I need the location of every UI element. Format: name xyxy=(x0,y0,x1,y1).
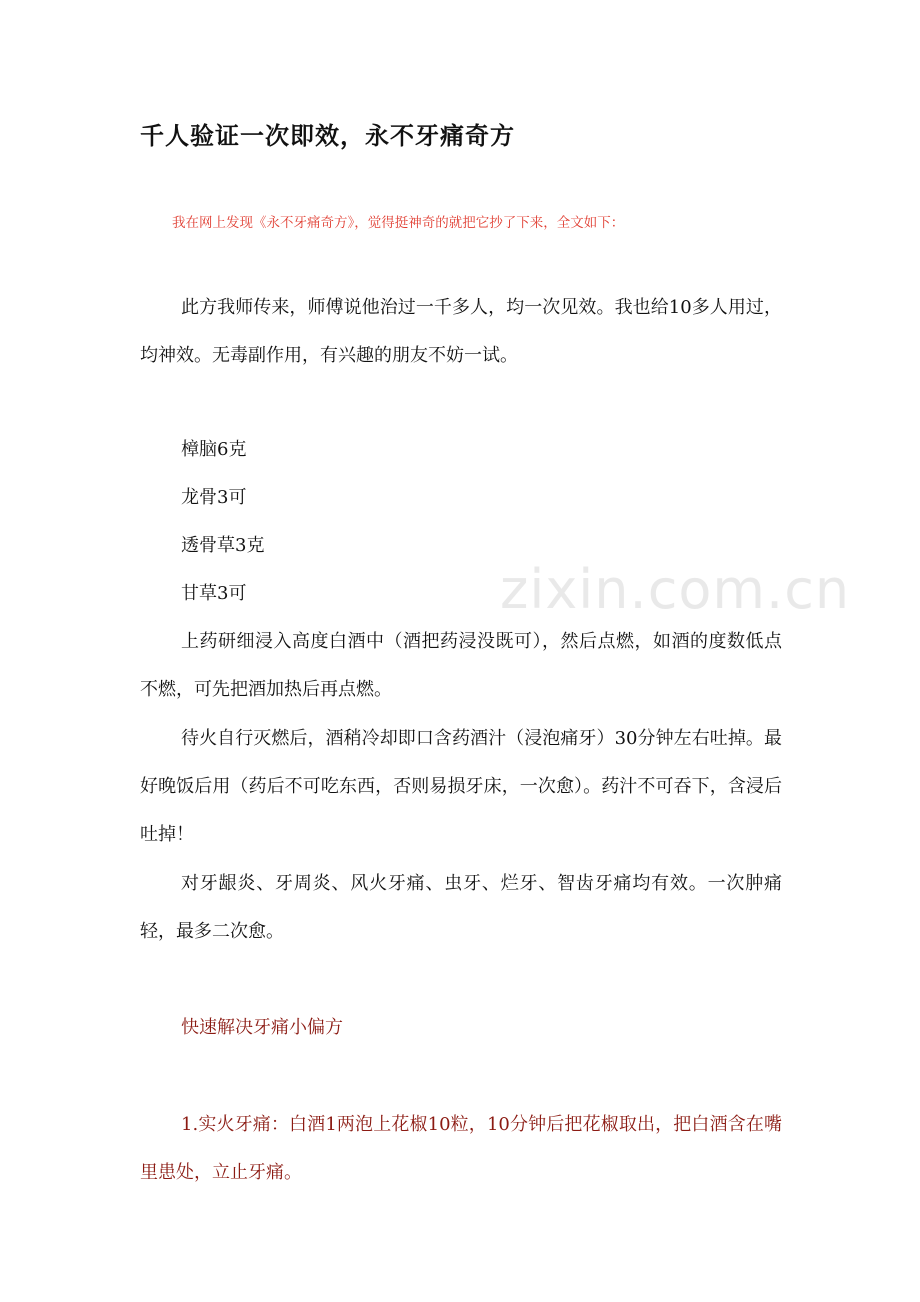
intro-note: 我在网上发现《永不牙痛奇方》，觉得挺神奇的就把它抄了下来，全文如下： xyxy=(172,215,625,231)
watermark-text: zixin.com.cn xyxy=(500,558,851,621)
ingredient-4: 甘草3可 xyxy=(181,583,247,604)
ingredient-1: 樟脑6克 xyxy=(181,439,247,460)
paragraph-preparation: 上药研细浸入高度白酒中（酒把药浸没既可），然后点燃，如酒的度数低点不燃，可先把酒加热后再点燃。 xyxy=(140,631,782,700)
section-heading: 快速解决牙痛小偏方 xyxy=(181,1017,343,1038)
remedy-1: 1.实火牙痛：白酒1两泡上花椒10粒，10分钟后把花椒取出，把白酒含在嘴里患处，立止牙痛。 xyxy=(140,1114,782,1183)
ingredient-2: 龙骨3可 xyxy=(181,487,247,508)
ingredient-3: 透骨草3克 xyxy=(181,535,265,556)
paragraph-effect: 对牙龈炎、牙周炎、风火牙痛、虫牙、烂牙、智齿牙痛均有效。一次肿痛轻，最多二次愈。 xyxy=(140,873,782,942)
document-title: 千人验证一次即效，永不牙痛奇方 xyxy=(140,122,515,150)
paragraph-usage: 待火自行灭燃后，酒稍冷却即口含药酒汁（浸泡痛牙）30分钟左右吐掉。最好晚饭后用（药后不可吃东西，否则易损牙床，一次愈）。药汁不可吞下，含浸后吐掉！ xyxy=(140,728,782,845)
paragraph-source: 此方我师传来，师傅说他治过一千多人，均一次见效。我也给10多人用过，均神效。无毒副作用，有兴趣的朋友不妨一试。 xyxy=(140,297,782,366)
